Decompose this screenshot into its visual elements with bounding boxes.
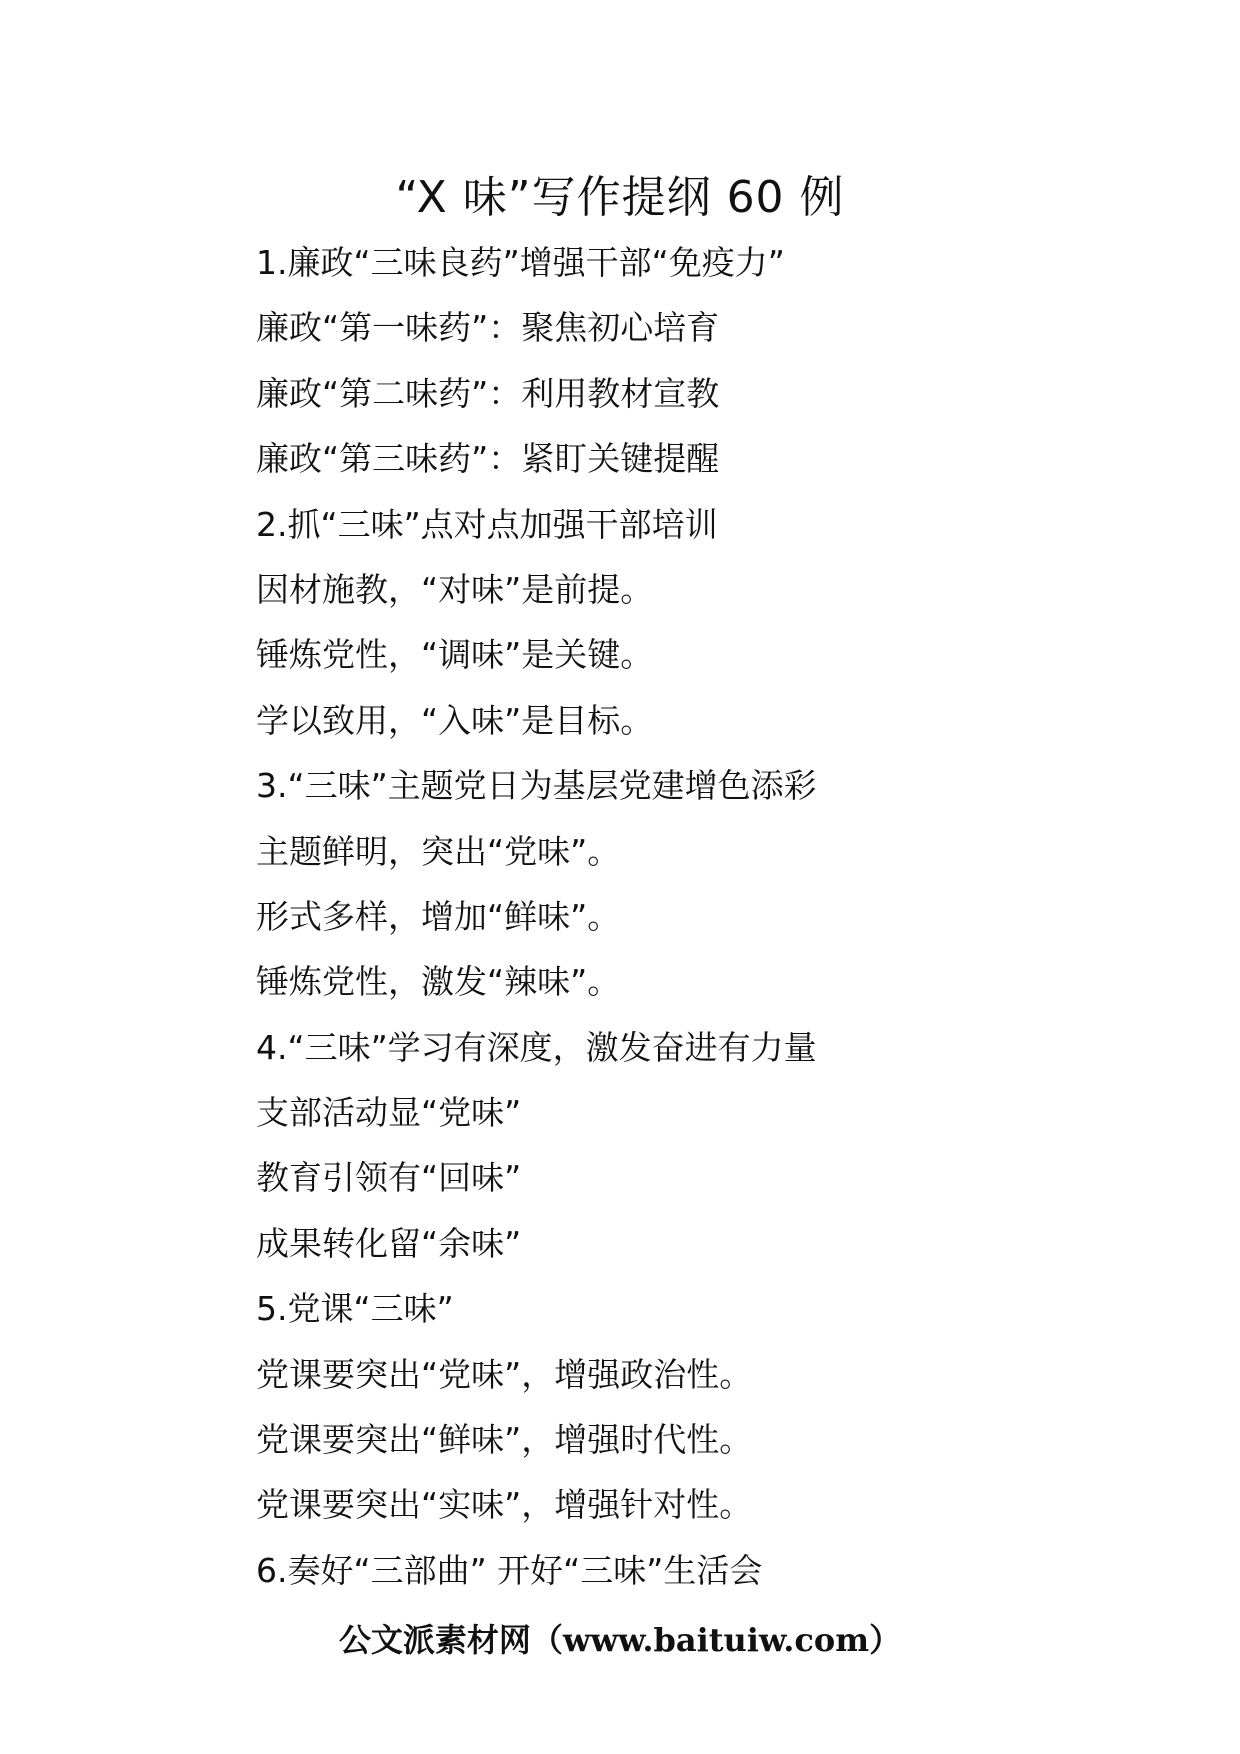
outline-line: 党课要突出“鲜味”，增强时代性。 — [256, 1420, 753, 1460]
outline-line: 支部活动显“党味” — [256, 1093, 522, 1133]
outline-line: 党课要突出“党味”，增强政治性。 — [256, 1354, 753, 1394]
outline-line: 主题鲜明，突出“党味”。 — [256, 831, 621, 871]
outline-line: 因材施教，“对味”是前提。 — [256, 569, 654, 609]
outline-heading-4: 4.“三味”学习有深度，激发奋进有力量 — [256, 1027, 817, 1067]
outline-heading-3: 3.“三味”主题党日为基层党建增色添彩 — [256, 766, 817, 806]
outline-line: 廉政“第一味药”：聚焦初心培育 — [256, 308, 720, 348]
outline-heading-5: 5.党课“三味” — [256, 1289, 454, 1329]
outline-line: 廉政“第二味药”：利用教材宣教 — [256, 373, 720, 413]
outline-heading-1: 1.廉政“三味良药”增强干部“免疫力” — [256, 243, 785, 282]
outline-line: 形式多样，增加“鲜味”。 — [256, 896, 621, 936]
outline-line: 锤炼党性，“调味”是关键。 — [256, 635, 654, 675]
outline-heading-2: 2.抓“三味”点对点加强干部培训 — [256, 504, 718, 544]
outline-list — [256, 238, 1156, 1611]
outline-line: 学以致用，“入味”是目标。 — [256, 700, 654, 740]
outline-line: 党课要突出“实味”，增强针对性。 — [256, 1485, 753, 1525]
outline-heading-6: 6.奏好“三部曲” 开好“三味”生活会 — [256, 1550, 763, 1590]
outline-line: 锤炼党性，激发“辣味”。 — [256, 962, 621, 1002]
footer-source: 公文派素材网（www.baituiw.com） — [338, 1621, 902, 1659]
outline-line: 廉政“第三味药”：紧盯关键提醒 — [256, 439, 720, 479]
outline-line: 教育引领有“回味” — [256, 1158, 522, 1198]
outline-line: 成果转化留“余味” — [256, 1223, 522, 1263]
page-title: “X 味”写作提纲 60 例 — [395, 172, 845, 223]
